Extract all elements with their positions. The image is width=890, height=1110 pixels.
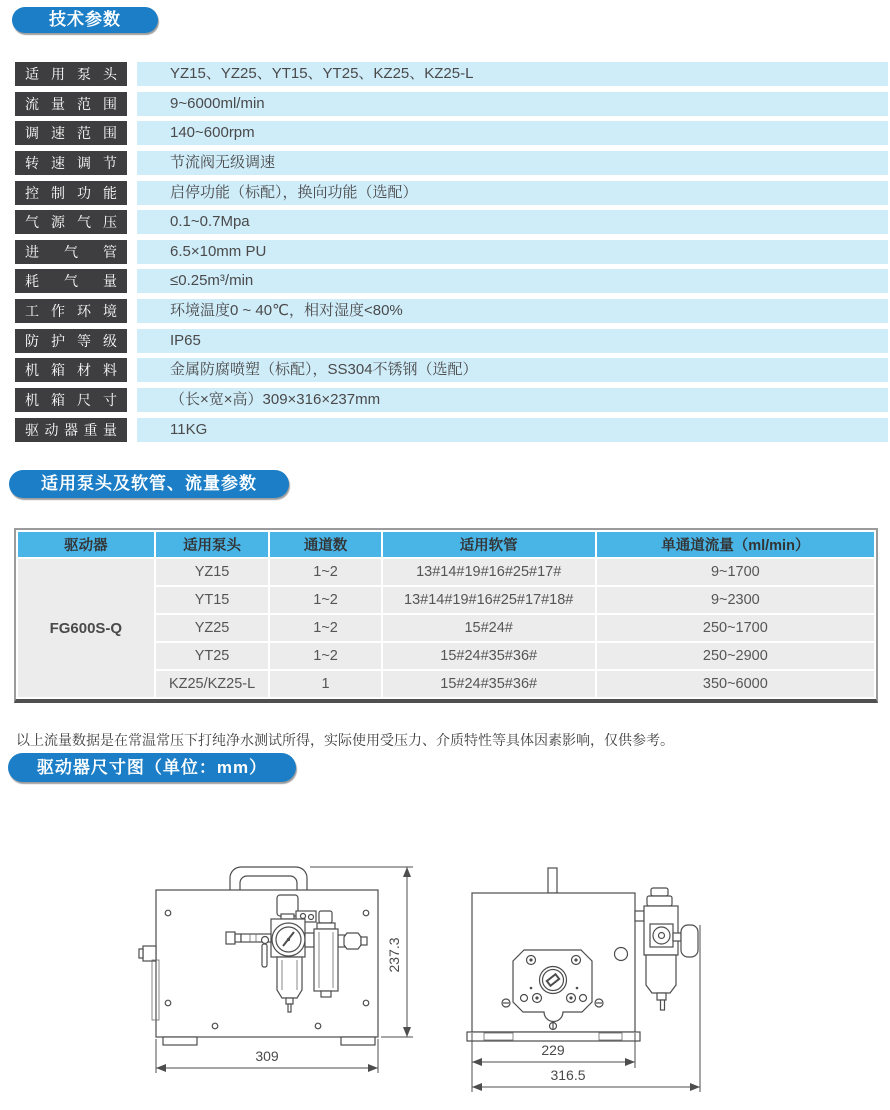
spec-value: 9~6000ml/min: [137, 92, 888, 116]
spec-value: 6.5×10mm PU: [137, 240, 888, 264]
spec-value: ≤0.25m³/min: [137, 269, 888, 293]
table-cell: 1~2: [270, 615, 380, 641]
spec-label: 控制功能: [15, 181, 127, 205]
dim-label-237-3: 237.3: [386, 937, 402, 973]
spec-row: [15, 299, 888, 323]
table-header-row: [18, 532, 874, 557]
driver-cell: FG600S-Q: [18, 559, 154, 697]
table-cell: 13#14#19#16#25#17#18#: [383, 587, 595, 613]
table-cell: 9~2300: [597, 587, 874, 613]
spec-value: 节流阀无级调速: [137, 151, 888, 175]
spec-row: [15, 181, 888, 205]
spec-label: 耗气量: [15, 269, 127, 293]
spec-row: [15, 388, 888, 412]
spec-label: 进气管: [15, 240, 127, 264]
dimension-drawings: [0, 840, 890, 1110]
table-cell: YZ25: [156, 615, 269, 641]
table-cell: 1: [270, 671, 380, 697]
spec-label: 工作环境: [15, 299, 127, 323]
dim-label-229: 229: [541, 1042, 565, 1058]
table-cell: KZ25/KZ25-L: [156, 671, 269, 697]
spec-row: [15, 269, 888, 293]
spec-label: 机箱材料: [15, 358, 127, 382]
spec-row: [15, 358, 888, 382]
spec-value: 11KG: [137, 418, 888, 442]
front-view-drawing: [139, 867, 413, 1073]
spec-label: 气源气压: [15, 210, 127, 234]
spec-value: 140~600rpm: [137, 121, 888, 145]
spec-list: [15, 62, 888, 442]
table-cell: YT15: [156, 587, 269, 613]
spec-value: YZ15、YZ25、YT15、YT25、KZ25、KZ25-L: [137, 62, 888, 86]
table-cell: 250~2900: [597, 643, 874, 669]
section-title-tech-params: 技术参数: [12, 7, 158, 33]
column-header: 驱动器: [18, 532, 154, 557]
column-header: 单通道流量（ml/min）: [597, 532, 874, 557]
table-cell: 15#24#: [383, 615, 595, 641]
spec-label: 调速范围: [15, 121, 127, 145]
column-header: 通道数: [270, 532, 380, 557]
table-cell: YT25: [156, 643, 269, 669]
column-header: 适用泵头: [156, 532, 269, 557]
spec-label: 流量范围: [15, 92, 127, 116]
spec-label: 驱动器重量: [15, 418, 127, 442]
spec-value: 环境温度0 ~ 40℃，相对湿度<80%: [137, 299, 888, 323]
table-cell: 9~1700: [597, 559, 874, 585]
spec-row: [15, 121, 888, 145]
spec-row: [15, 329, 888, 353]
table-cell: 13#14#19#16#25#17#: [383, 559, 595, 585]
spec-label: 适用泵头: [15, 62, 127, 86]
side-gauge: [681, 925, 698, 957]
spec-row: [15, 92, 888, 116]
spec-label: 防护等级: [15, 329, 127, 353]
table-cell: 350~6000: [597, 671, 874, 697]
dim-label-309: 309: [255, 1048, 279, 1064]
spec-row: [15, 62, 888, 86]
spec-value: 启停功能（标配），换向功能（选配）: [137, 181, 888, 205]
table-cell: 1~2: [270, 643, 380, 669]
table-cell: 1~2: [270, 587, 380, 613]
spec-row: [15, 210, 888, 234]
table-cell: 1~2: [270, 559, 380, 585]
table-cell: 15#24#35#36#: [383, 643, 595, 669]
section-title-pump-params: 适用泵头及软管、流量参数: [9, 470, 289, 498]
table-cell: YZ15: [156, 559, 269, 585]
spec-label: 机箱尺寸: [15, 388, 127, 412]
spec-value: 0.1~0.7Mpa: [137, 210, 888, 234]
side-filter-regulator: [635, 888, 698, 1010]
side-view-drawing: [467, 868, 700, 1092]
top-rod: [548, 868, 557, 893]
spec-row: [15, 240, 888, 264]
column-header: 适用软管: [383, 532, 595, 557]
spec-value: IP65: [137, 329, 888, 353]
table-row: [18, 559, 874, 585]
spec-label: 转速调节: [15, 151, 127, 175]
footnote: 以上流量数据是在常温常压下打纯净水测试所得，实际使用受压力、介质特性等具体因素影响，仅供参考。: [16, 732, 674, 748]
table-cell: 15#24#35#36#: [383, 671, 595, 697]
table-cell: 250~1700: [597, 615, 874, 641]
dim-label-316-5: 316.5: [550, 1067, 586, 1083]
spec-row: [15, 151, 888, 175]
spec-value: （长×宽×高）309×316×237mm: [137, 388, 888, 412]
spec-row: [15, 418, 888, 442]
pump-table-frame: [14, 528, 878, 703]
pump-table: [16, 530, 876, 699]
spec-value: 金属防腐喷塑（标配），SS304不锈钢（选配）: [137, 358, 888, 382]
section-title-dimensions: 驱动器尺寸图（单位：mm）: [8, 753, 296, 782]
